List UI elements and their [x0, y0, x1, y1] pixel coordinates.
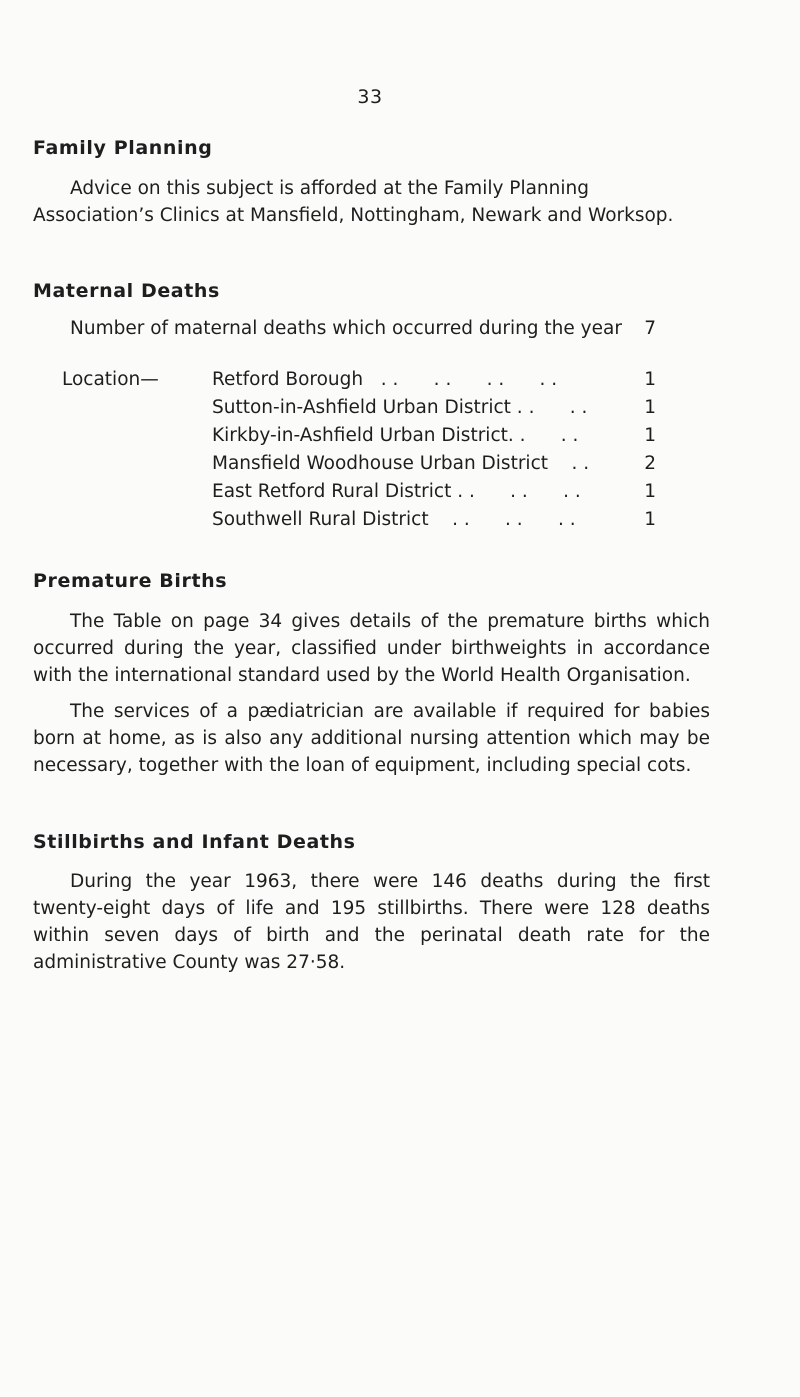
premature-births-para-2: The services of a pædiatrician are available if required for babies born at home, as is also any additional nursing attention which may be necessary, together with the loan of equipment, including special cots.	[33, 701, 710, 776]
location-count: 1	[644, 369, 656, 390]
family-planning-text: Advice on this subject is afforded at the Family Planning Association’s Clinics at Mansfield, Nottingham, Newark and Worksop.	[33, 178, 674, 226]
page-number: 33	[357, 86, 383, 108]
stillbirths-text: During the year 1963, there were 146 deaths during the first twenty-eight days of life and 195 stillbirths. There were 128 deaths within seven days of birth and the perinatal death rate for the administrative County was 27·58.	[33, 871, 710, 973]
family-planning-heading: Family Planning	[33, 137, 213, 159]
location-row	[62, 509, 656, 537]
stillbirths-heading: Stillbirths and Infant Deaths	[33, 831, 356, 853]
location-name: Mansfield Woodhouse Urban District . .	[212, 453, 590, 474]
location-row	[62, 369, 656, 397]
location-count: 2	[644, 453, 656, 474]
location-name: Retford Borough . . . . . . . .	[212, 369, 558, 390]
maternal-deaths-heading: Maternal Deaths	[33, 280, 220, 302]
location-count: 1	[644, 425, 656, 446]
location-list	[62, 369, 656, 537]
location-prefix: Location—	[62, 369, 159, 390]
location-row	[62, 481, 656, 509]
location-name: Sutton-in-Ashfield Urban District . . . .	[212, 397, 588, 418]
premature-births-heading: Premature Births	[33, 570, 228, 592]
location-count: 1	[644, 397, 656, 418]
maternal-deaths-total-label: Number of maternal deaths which occurred during the year	[70, 318, 622, 339]
location-row	[62, 425, 656, 453]
location-name: Kirkby-in-Ashfield Urban District. . . .	[212, 425, 579, 446]
premature-births-para-1: The Table on page 34 gives details of the premature births which occurred during the year, classified under birthweights in accordance with the international standard used by the World Health Organisation.	[33, 611, 710, 686]
location-count: 1	[644, 509, 656, 530]
maternal-deaths-total-value: 7	[644, 318, 656, 339]
location-name: Southwell Rural District . . . . . .	[212, 509, 576, 530]
location-row	[62, 397, 656, 425]
location-row	[62, 453, 656, 481]
location-name: East Retford Rural District . . . . . .	[212, 481, 581, 502]
maternal-deaths-total-line	[70, 315, 656, 342]
location-count: 1	[644, 481, 656, 502]
